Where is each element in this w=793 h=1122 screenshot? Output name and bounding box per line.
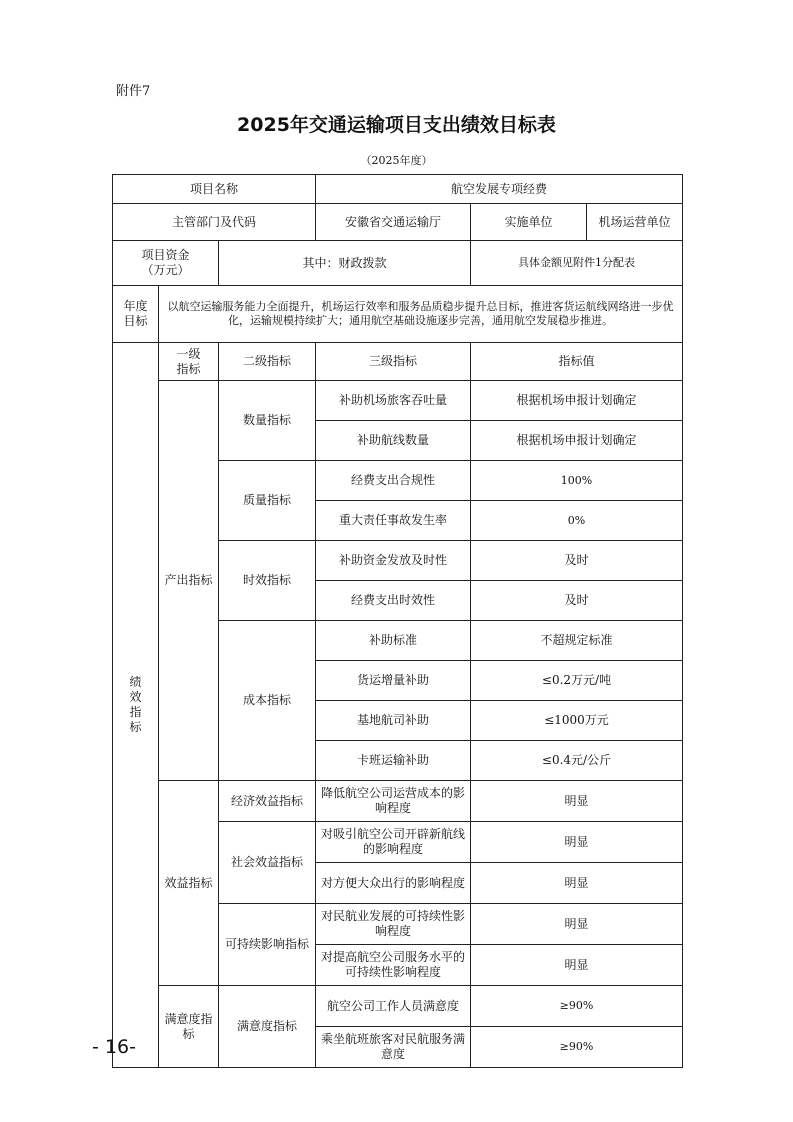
- page-subtitle: （2025年度）: [360, 154, 433, 167]
- indicator-name: 基地航司补助: [316, 701, 471, 741]
- performance-table: [112, 174, 683, 1068]
- indicator-value: 0%: [471, 501, 683, 541]
- cost-indicator-label: 成本指标: [219, 621, 316, 781]
- indicator-name: 补助航线数量: [316, 421, 471, 461]
- indicator-value: 明显: [471, 863, 683, 904]
- benefit-indicator-label: 效益指标: [159, 781, 219, 986]
- indicator-name: 对提高航空公司服务水平的可持续性影响程度: [316, 945, 471, 986]
- indicator-name: 补助机场旅客吞吐量: [316, 381, 471, 421]
- funding-source: 其中：财政拨款: [219, 241, 471, 286]
- satisfaction-level1-line2: 标: [182, 1026, 195, 1041]
- indicator-name: 补助标准: [316, 621, 471, 661]
- indicator-name: 航空公司工作人员满意度: [316, 986, 471, 1027]
- timeliness-indicator-label: 时效指标: [219, 541, 316, 621]
- output-indicator-label: 产出指标: [159, 381, 219, 781]
- annual-goal-row: [113, 286, 683, 343]
- funding-label-line1: 项目资金: [141, 248, 190, 262]
- satisfaction-indicator-label: 满意度指标: [219, 986, 316, 1068]
- indicator-name: 乘坐航班旅客对民航服务满意度: [316, 1027, 471, 1068]
- indicator-name: 卡班运输补助: [316, 741, 471, 781]
- indicator-value: 根据机场申报计划确定: [471, 421, 683, 461]
- quantity-indicator-label: 数量指标: [219, 381, 316, 461]
- indicator-value: 明显: [471, 904, 683, 945]
- funding-note: 具体金额见附件1分配表: [471, 241, 683, 286]
- indicator-value: ≥90%: [471, 1027, 683, 1068]
- project-name-row: [113, 175, 683, 204]
- indicator-name: 经费支出时效性: [316, 581, 471, 621]
- indicator-name: 重大责任事故发生率: [316, 501, 471, 541]
- project-name-value: 航空发展专项经费: [316, 175, 683, 204]
- table-row: [113, 986, 683, 1027]
- indicator-name: 对方便大众出行的影响程度: [316, 863, 471, 904]
- funding-row: [113, 241, 683, 286]
- department-value: 安徽省交通运输厅: [316, 204, 471, 241]
- indicator-header-row: [113, 343, 683, 381]
- annual-goal-label-line1: 年度: [123, 299, 148, 313]
- indicator-name: 经费支出合规性: [316, 461, 471, 501]
- page-number: - 16-: [92, 1036, 136, 1058]
- project-name-label: 项目名称: [113, 175, 316, 204]
- funding-label: [113, 241, 219, 286]
- indicator-name: 补助资金发放及时性: [316, 541, 471, 581]
- indicator-value: 明显: [471, 822, 683, 863]
- indicator-value: 及时: [471, 541, 683, 581]
- satisfaction-level1-label: [159, 986, 219, 1068]
- annual-goal-text: 以航空运输服务能力全面提升，机场运行效率和服务品质稳步提升总目标，推进客货运航线网络进一步优化，运输规模持续扩大；通用航空基础设施逐步完善，通用航空发展稳步推进。: [159, 286, 683, 343]
- quality-indicator-label: 质量指标: [219, 461, 316, 541]
- indicator-name: 货运增量补助: [316, 661, 471, 701]
- indicator-value: 100%: [471, 461, 683, 501]
- indicator-name: 对民航业发展的可持续性影响程度: [316, 904, 471, 945]
- indicator-value: ≤1000万元: [471, 701, 683, 741]
- table-row: [113, 781, 683, 822]
- header-level1-line2: 指标: [176, 361, 201, 376]
- indicator-name: 对吸引航空公司开辟新航线的影响程度: [316, 822, 471, 863]
- indicator-value: 及时: [471, 581, 683, 621]
- economic-indicator-label: 经济效益指标: [219, 781, 316, 822]
- indicator-value: 明显: [471, 945, 683, 986]
- performance-indicators-text: 绩效指标: [129, 675, 142, 734]
- funding-label-line2: （万元）: [141, 263, 190, 277]
- table-row: [113, 381, 683, 421]
- social-indicator-label: 社会效益指标: [219, 822, 316, 904]
- indicator-value: 不超规定标准: [471, 621, 683, 661]
- implementing-unit-value: 机场运营单位: [587, 204, 683, 241]
- header-value: 指标值: [471, 343, 683, 381]
- header-level1: [159, 343, 219, 381]
- sustainable-indicator-label: 可持续影响指标: [219, 904, 316, 986]
- performance-indicators-label: [113, 343, 159, 1068]
- header-level2: 二级指标: [219, 343, 316, 381]
- attachment-label: 附件7: [116, 84, 151, 99]
- department-row: [113, 204, 683, 241]
- indicator-value: 明显: [471, 781, 683, 822]
- satisfaction-level1-line1: 满意度指: [164, 1011, 213, 1026]
- indicator-value: 根据机场申报计划确定: [471, 381, 683, 421]
- indicator-value: ≥90%: [471, 986, 683, 1027]
- page-title: 2025年交通运输项目支出绩效目标表: [237, 114, 556, 136]
- annual-goal-label-line2: 目标: [123, 314, 148, 328]
- implementing-unit-label: 实施单位: [471, 204, 587, 241]
- header-level3: 三级指标: [316, 343, 471, 381]
- department-label: 主管部门及代码: [113, 204, 316, 241]
- header-level1-line1: 一级: [176, 346, 201, 361]
- indicator-name: 降低航空公司运营成本的影响程度: [316, 781, 471, 822]
- indicator-value: ≤0.4元/公斤: [471, 741, 683, 781]
- indicator-value: ≤0.2万元/吨: [471, 661, 683, 701]
- annual-goal-label: [113, 286, 159, 343]
